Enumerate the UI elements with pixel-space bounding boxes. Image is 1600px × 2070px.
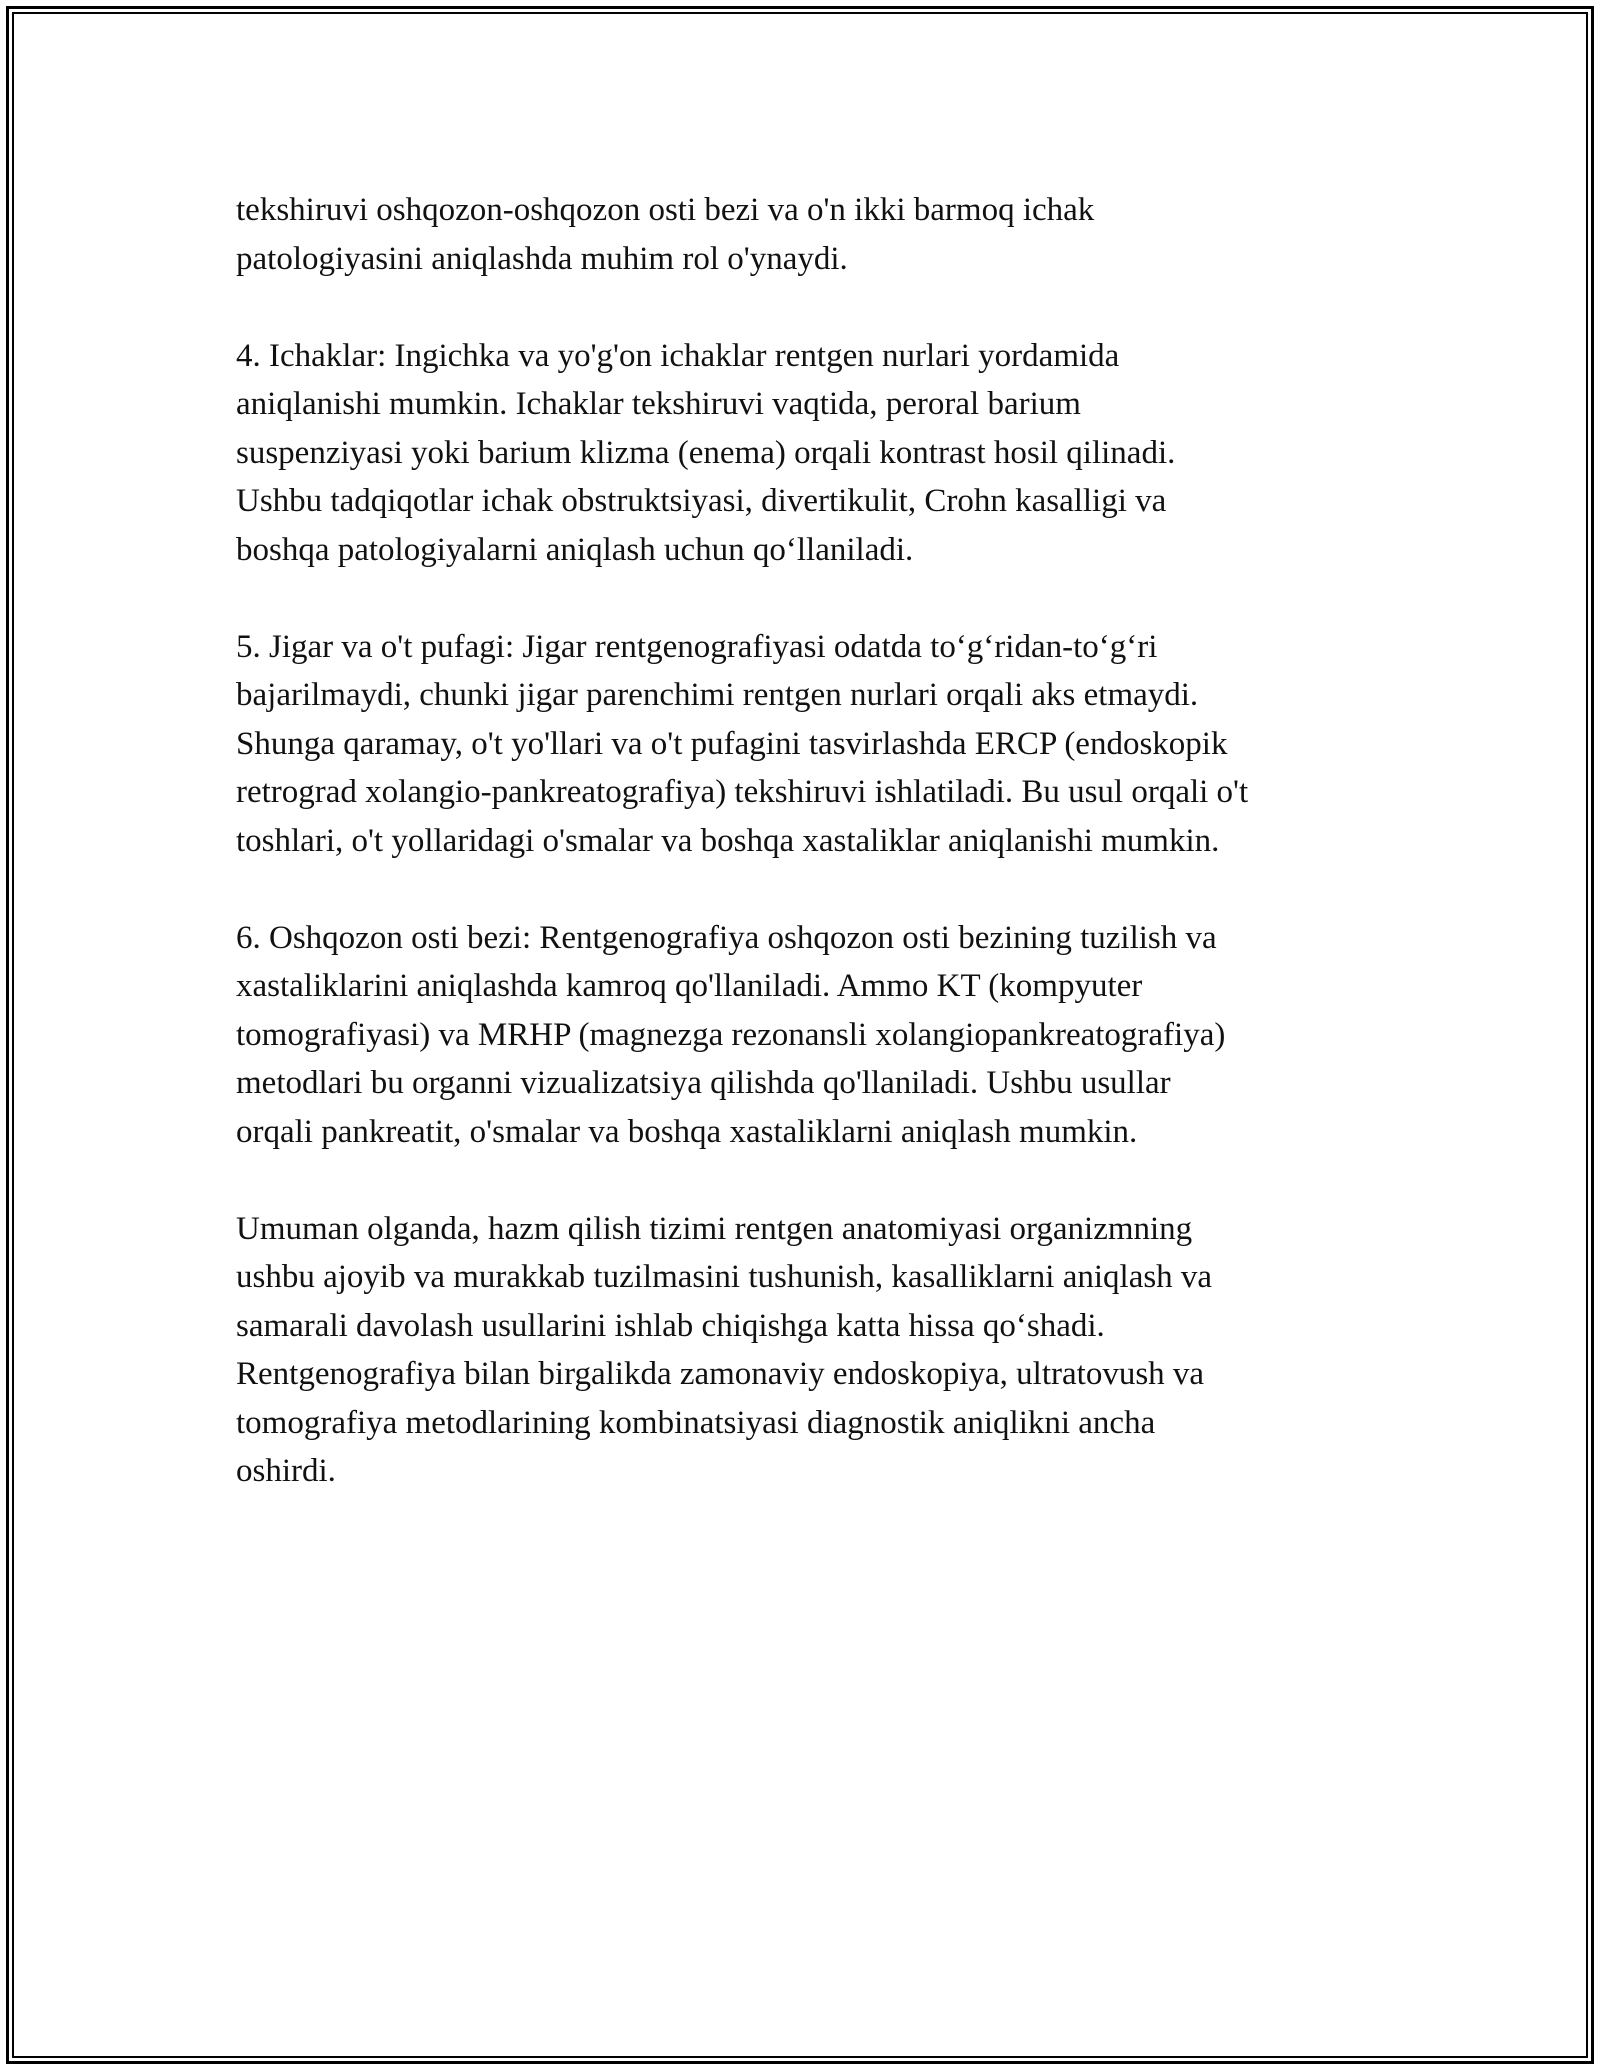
paragraph-continuation: tekshiruvi oshqozon-oshqozon osti bezi va o'n ikki barmoq ichak patologiyasini aniqlashda muhim rol o'ynaydi. (236, 192, 1095, 277)
paragraph-pancreas: 6. Oshqozon osti bezi: Rentgenografiya oshqozon osti bezining tuzilish va xastaliklarini aniqlashda kamroq qo'llaniladi. Ammo KT (kompyuter tomografiyasi) va MRHP (magnezga rezonansli xolangiopankreatografiya) metodlari bu organni vizualizatsiya qilishda qo'llaniladi. Ushbu usullar orqali pankreatit, o'smalar va boshqa xastaliklarni aniqlash mumkin. (236, 919, 1226, 1150)
paragraph-liver-gallbladder: 5. Jigar va o't pufagi: Jigar rentgenografiyasi odatda to‘g‘ridan-to‘g‘ri bajarilmaydi, chunki jigar parenchimi rentgen nurlari orqali aks etmaydi. Shunga qaramay, o't yo'llari va o't pufagini tasvirlashda ERCP (endoskopik retrograd xolangio-pankreatografiya) tekshiruvi ishlatiladi. Bu usul orqali o't toshlari, o't yollaridagi o'smalar va boshqa xastaliklar aniqlanishi mumkin. (236, 628, 1249, 859)
paragraph-conclusion: Umuman olganda, hazm qilish tizimi rentgen anatomiyasi organizmning ushbu ajoyib va murakkab tuzilmasini tushunish, kasalliklarni aniqlash va samarali davolash usullarini ishlab chiqishga katta hissa qo‘shadi. Rentgenografiya bilan birgalikda zamonaviy endoskopiya, ultratovush va tomografiya metodlarining kombinatsiyasi diagnostik aniqlikni ancha oshirdi. (236, 1210, 1213, 1489)
paragraph-intestines: 4. Ichaklar: Ingichka va yo'g'on ichaklar rentgen nurlari yordamida aniqlanishi mumkin. Ichaklar tekshiruvi vaqtida, peroral barium suspenziyasi yoki barium klizma (enema) orqali kontrast hosil qilinadi. Ushbu tadqiqotlar ichak obstruktsiyasi, divertikulit, Crohn kasalligi va boshqa patologiyalarni aniqlash uchun qo‘llaniladi. (236, 337, 1176, 568)
document-body (236, 186, 1396, 1496)
